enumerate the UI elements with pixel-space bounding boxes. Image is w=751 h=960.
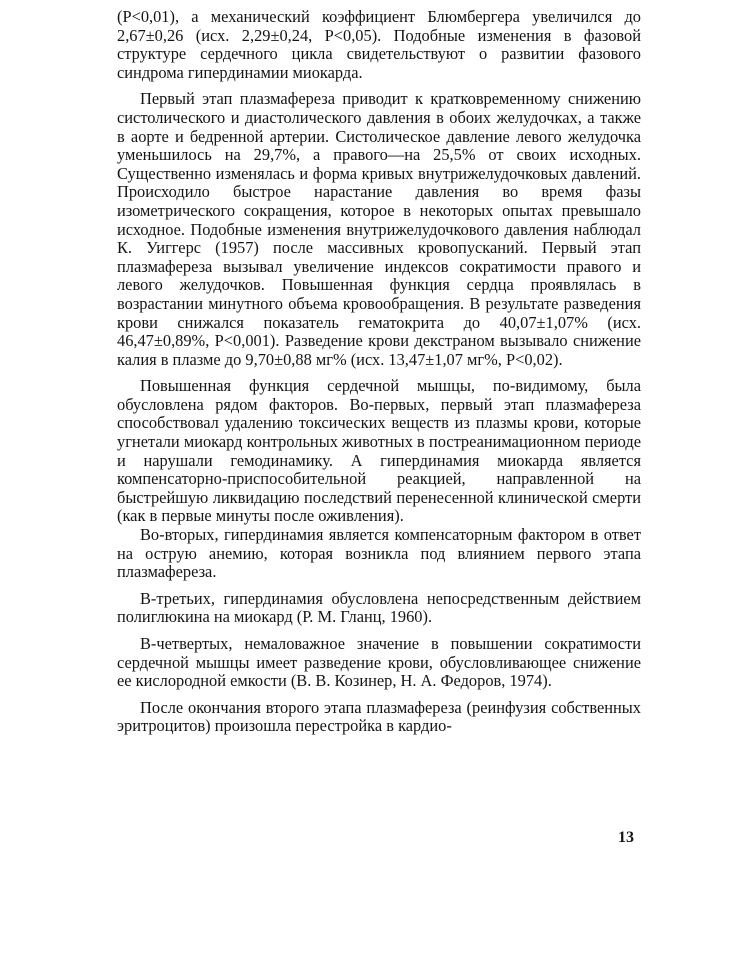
paragraph-5: В-третьих, гипердинамия обусловлена непосредственным действием полиглюкина на миокард (Р. М. Гланц, 1960). bbox=[117, 588, 641, 627]
paragraph-4: Во-вторых, гипердинамия является компенсаторным фактором в ответ на острую анемию, которая возникла под влиянием первого этапа плазмафереза. bbox=[117, 525, 641, 582]
paragraph-1: (Р<0,01), а механический коэффициент Блюмбергера увеличился до 2,67±0,26 (исх. 2,29±0,24, Р<0,05). Подобные изменения в фазовой структуре сердечного цикла свидетельствуют о развитии фазового синдрома гипердинамии миокарда. bbox=[117, 7, 641, 82]
page-body bbox=[117, 8, 641, 736]
paragraph-3: Повышенная функция сердечной мышцы, по-видимому, была обусловлена рядом факторов. Во-первых, первый этап плазмафереза способствовал удалению токсических веществ из плазмы крови, которые угнетали миокард контрольных животных в постреанимационном периоде и нарушали гемодинамику. А гипердинамия миокарда является компенсаторно-приспособительной реакцией, направленной на быстрейшую ликвидацию последствий перенесенной клинической смерти (как в первые минуты после оживления). bbox=[117, 376, 641, 526]
page-number: 13 bbox=[618, 829, 634, 846]
paragraph-6: В-четвертых, немаловажное значение в повышении сократимости сердечной мышцы имеет разведение крови, обусловливающее снижение ее кислородной емкости (В. В. Козинер, Н. А. Федоров, 1974). bbox=[117, 634, 641, 691]
paragraph-2: Первый этап плазмафереза приводит к кратковременному снижению систолического и диастолического давления в обоих желудочках, а также в аорте и бедренной артерии. Систолическое давление левого желудочка уменьшилось на 29,7%, а правого—на 25,5% от своих исходных. Существенно изменялась и форма кривых внутрижелудочковых давлений. Происходило быстрое нарастание давления во время фазы изометрического сокращения, которое в некоторых опытах превышало исходное. Подобные изменения внутрижелудочкового давления наблюдал К. Уиггерс (1957) после массивных кровопусканий. Первый этап плазмафереза вызывал увеличение индексов сократимости правого и левого желудочков. Повышенная функция сердца проявлялась в возрастании минутного объема кровообращения. В результате разведения крови снижался показатель гематокрита до 40,07±1,07% (исх. 46,47±0,89%, Р<0,001). Разведение крови декстраном вызывало снижение калия в плазме до 9,70±0,88 мг% (исх. 13,47±1,07 мг%, Р<0,02). bbox=[117, 89, 641, 369]
paragraph-7: После окончания второго этапа плазмафереза (реинфузия собственных эритроцитов) произошла перестройка в кардио- bbox=[117, 697, 641, 736]
